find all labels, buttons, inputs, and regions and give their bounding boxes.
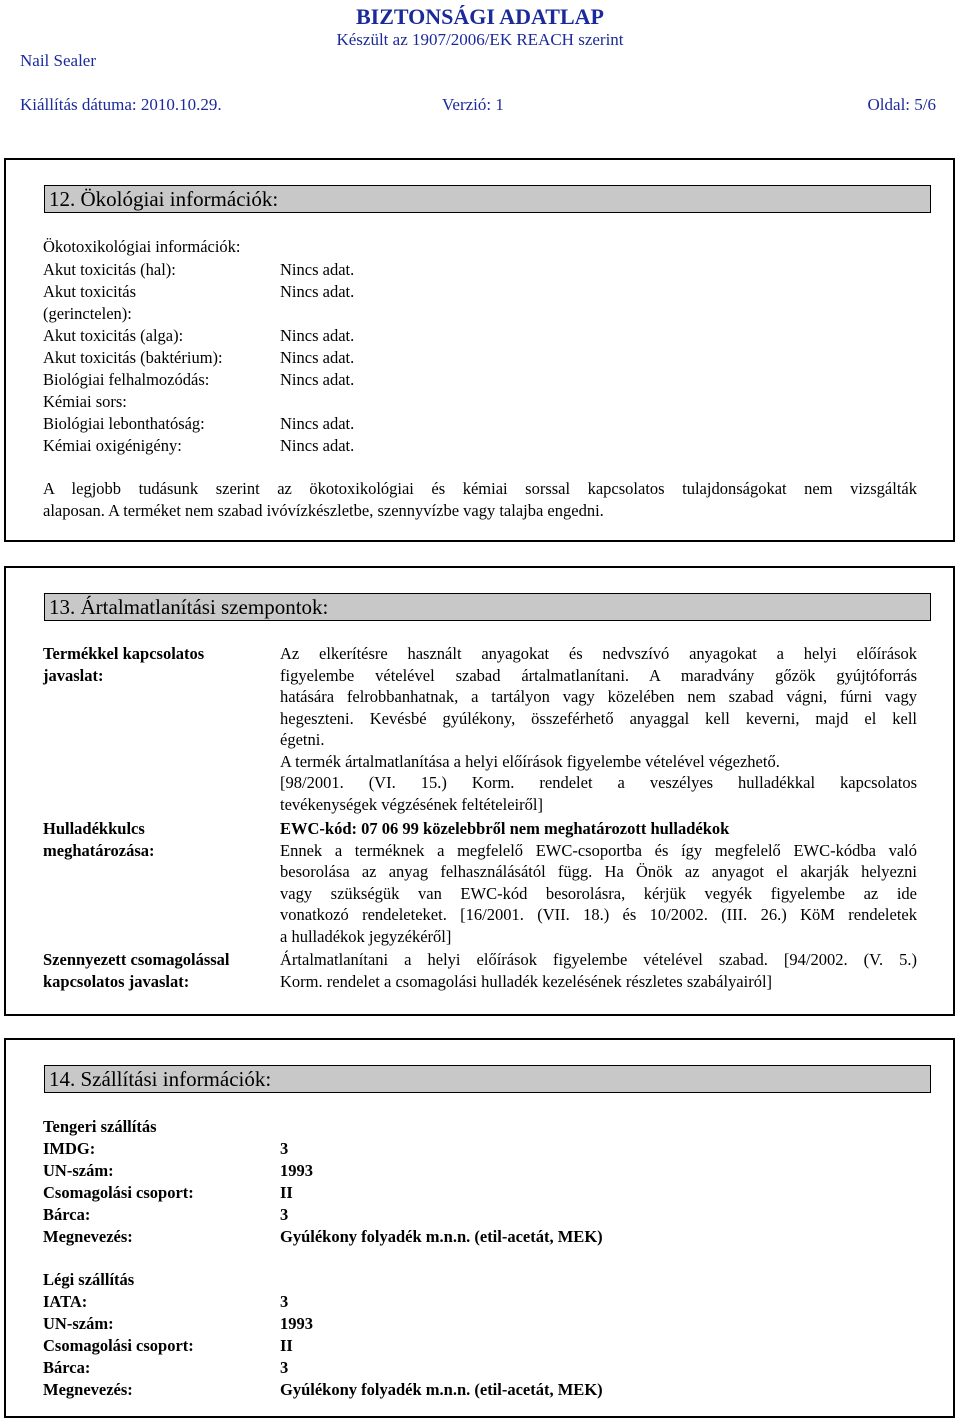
row-value: Nincs adat.: [280, 282, 355, 301]
row-value: II: [280, 1336, 293, 1355]
product-disposal-label: javaslat:: [43, 666, 104, 685]
document-title: BIZTONSÁGI ADATLAP: [356, 4, 604, 29]
row-label: Akut toxicitás (baktérium):: [43, 348, 223, 367]
row-value: 3: [280, 1139, 289, 1158]
packaging-text: Ártalmatlanítani a helyi előírások figyelembe vételével szabad. [94/2002. (V. 5.) Korm. rendelet a csomagolási hulladék kezelésének részletes szabályairól]: [280, 950, 917, 991]
row-label: Bárca:: [43, 1205, 91, 1224]
row-value: Nincs adat.: [280, 370, 355, 389]
waste-code-label: Hulladékkulcs: [43, 819, 145, 838]
row-value: 1993: [280, 1314, 313, 1333]
row-value: 3: [280, 1292, 289, 1311]
row-value: Nincs adat.: [280, 260, 355, 279]
row-label: UN-szám:: [43, 1314, 114, 1333]
row-label: Megnevezés:: [43, 1227, 133, 1246]
waste-code-label: meghatározása:: [43, 841, 155, 860]
product-name: Nail Sealer: [20, 51, 96, 70]
row-value: Gyúlékony folyadék m.n.n. (etil-acetát, MEK): [280, 1380, 603, 1399]
version: Verzió: 1: [442, 95, 504, 114]
issue-date: Kiállítás dátuma: 2010.10.29.: [20, 95, 222, 114]
packaging-label: kapcsolatos javaslat:: [43, 972, 190, 991]
section-13-title: 13. Ártalmatlanítási szempontok:: [44, 593, 931, 621]
row-value: Nincs adat.: [280, 414, 355, 433]
document-subtitle: Készült az 1907/2006/EK REACH szerint: [336, 30, 624, 49]
ecotox-note-line2: alaposan. A terméket nem szabad ivóvízkészletbe, szennyvízbe vagy talajba engedni.: [43, 501, 604, 520]
section-12-box: [4, 158, 955, 542]
section-14-box: [4, 1038, 955, 1418]
row-value: 3: [280, 1205, 289, 1224]
product-disposal-text: Az elkerítésre használt anyagokat és nedvszívó anyagokat a helyi előírások figyelembe vételével szabad ártalmatlanítani. A maradvány gőzök gyújtóforrás hatására felrobbanhatnak, a tartályon vagy közelében nem szabad vágni, fúrni vagy hegeszteni. Kevésbé gyúlékony, összeférhető anyaggal kell keverni, majd el kell égetni. A termék ártalmatlanítása a helyi előírások figyelembe vételével végezhető. [98/2001. (VI. 15.) Korm. rendelet a veszélyes hulladékkal kapcsolatos tevékenységek végzésének feltételeiről]: [280, 644, 917, 814]
section-14-title: 14. Szállítási információk:: [44, 1065, 931, 1093]
row-value: 3: [280, 1358, 289, 1377]
row-label: Csomagolási csoport:: [43, 1183, 194, 1202]
ecotox-subtitle: Ökotoxikológiai információk:: [43, 237, 241, 256]
row-value: Gyúlékony folyadék m.n.n. (etil-acetát, MEK): [280, 1227, 603, 1246]
packaging-label: Szennyezett csomagolással: [43, 950, 230, 969]
row-label: IMDG:: [43, 1139, 96, 1158]
row-value: II: [280, 1183, 293, 1202]
row-value: Nincs adat.: [280, 348, 355, 367]
row-value: Nincs adat.: [280, 326, 355, 345]
row-label: UN-szám:: [43, 1161, 114, 1180]
ecotox-note-line1: A legjobb tudásunk szerint az ökotoxikológiai és kémiai sorssal kapcsolatos tulajdonságokat nem vizsgálták: [43, 479, 917, 498]
row-label: Kémiai sors:: [43, 392, 127, 411]
sea-transport-heading: Tengeri szállítás: [43, 1117, 157, 1136]
waste-code-text: EWC-kód: 07 06 99 közelebbről nem meghatározott hulladékok Ennek a terméknek a megfelelő EWC-csoportba és így megfelelő EWC-kódba való besorolása az anyag felhasználásától függ. Ha Önök az anyagot el akarják helyezni vagy szükségük van EWC-kód besorolásra, kérjük vegyék figyelembe az ide vonatkozó rendeleteket. [16/2001. (VII. 18.) és 10/2002. (III. 26.) KöM rendeletek a hulladékok jegyzékéről]: [280, 819, 917, 946]
row-label: Biológiai lebonthatóság:: [43, 414, 205, 433]
row-label: (gerinctelen):: [43, 304, 132, 323]
row-label: Akut toxicitás (alga):: [43, 326, 184, 345]
row-value: 1993: [280, 1161, 313, 1180]
air-transport-heading: Légi szállítás: [43, 1270, 135, 1289]
page-number: Oldal: 5/6: [867, 95, 936, 114]
row-label: Csomagolási csoport:: [43, 1336, 194, 1355]
row-label: IATA:: [43, 1292, 88, 1311]
section-13-box: [4, 566, 955, 1016]
row-label: Kémiai oxigénigény:: [43, 436, 182, 455]
row-label: Bárca:: [43, 1358, 91, 1377]
row-value: Nincs adat.: [280, 436, 355, 455]
row-label: Biológiai felhalmozódás:: [43, 370, 210, 389]
section-12-title: 12. Ökológiai információk:: [44, 185, 931, 213]
row-label: Akut toxicitás (hal):: [43, 260, 176, 279]
product-disposal-label: Termékkel kapcsolatos: [43, 644, 205, 663]
row-label: Megnevezés:: [43, 1380, 133, 1399]
row-label: Akut toxicitás: [43, 282, 137, 301]
